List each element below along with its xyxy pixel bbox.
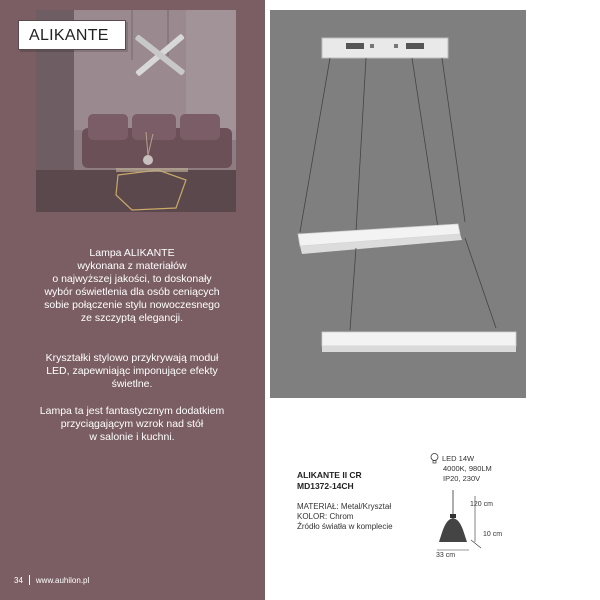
led-power: LED 14W [442,453,475,463]
light-source-line: Źródło światła w komplecie [297,522,393,531]
product-info [297,470,362,492]
dimension-depth: 10 cm [483,531,503,538]
description-paragraph-2: Kryształki stylowo przykrywają moduł LED, zapewniając imponujące efekty świetlne. [45,352,219,390]
product-name: ALIKANTE II CR [297,470,362,480]
pendant-lamp-illustration [270,10,526,398]
website-link[interactable]: www.auhilon.pl [35,575,90,585]
title-box [18,20,126,50]
bulb-icon [430,453,439,464]
led-rating: IP20, 230V [443,473,481,483]
led-light: 4000K, 980LM [443,464,492,473]
dimension-height: 120 cm [470,501,493,508]
page-title: ALIKANTE [29,27,109,44]
product-photo [270,10,526,398]
description-paragraph-1: Lampa ALIKANTE wykonana z materiałów o najwyższej jakości, to doskonały wybór oświetlenia dla osób ceniących sobie połączenie stylu nowoczesnego ze szczyptą elegancji. [44,247,220,324]
dimension-width: 33 cm [436,552,456,559]
material-line: MATERIAŁ: Metal/Kryształ [297,502,392,511]
led-specs [430,453,492,483]
page-number: 34 [14,575,23,585]
color-line: KOLOR: Chrom [297,512,354,521]
footer-divider [29,575,30,585]
description-paragraph-3: Lampa ta jest fantastycznym dodatkiem przyciągającym wzrok nad stół w salonie i kuchni. [39,405,225,443]
product-details [297,502,393,532]
footer [14,575,89,585]
product-code: MD1372-14CH [297,481,354,491]
